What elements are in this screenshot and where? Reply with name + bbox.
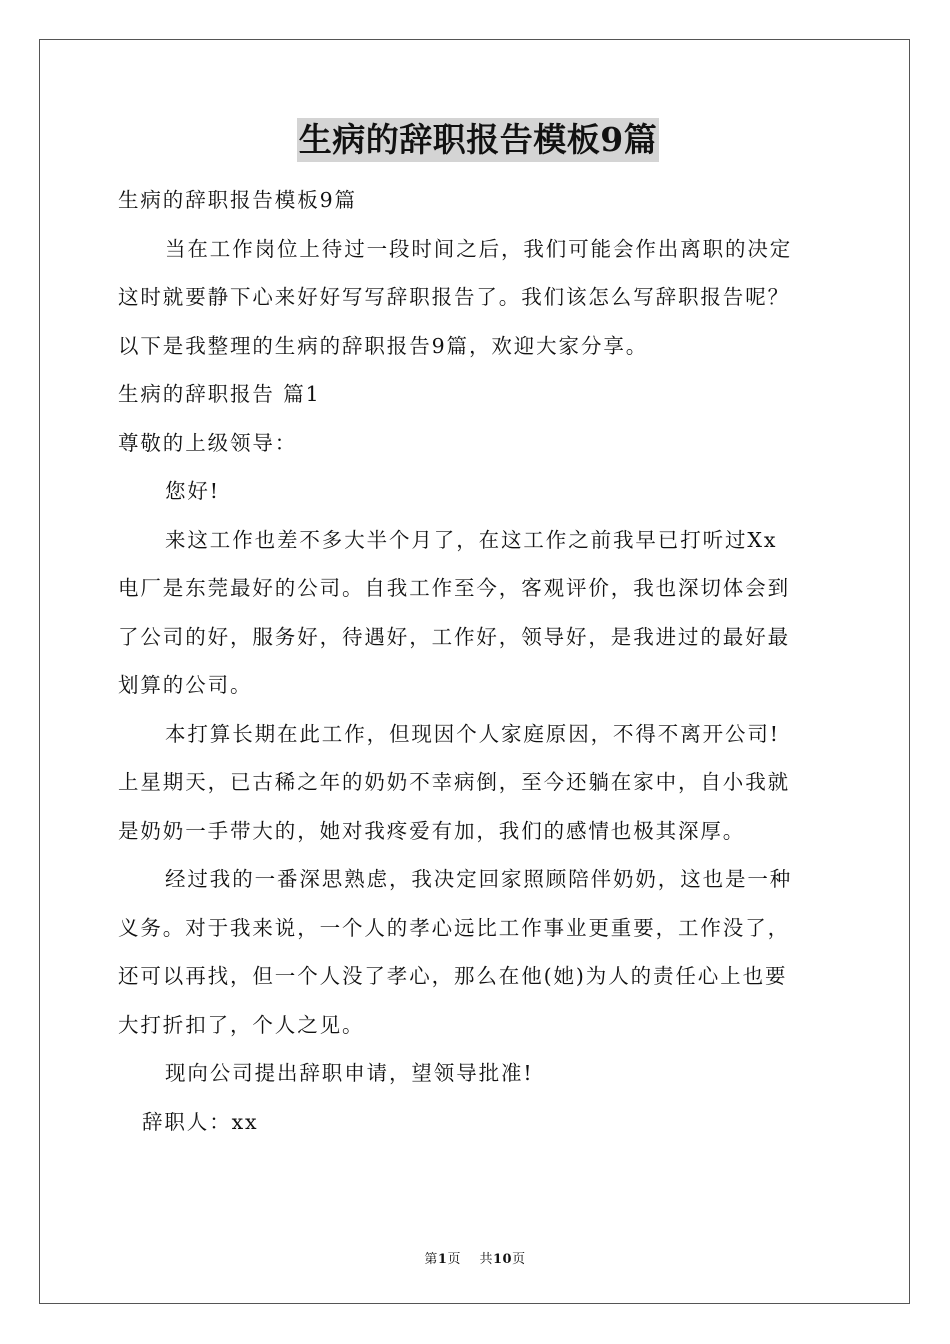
total-pages: 10 [493,1252,513,1267]
total-suffix: 页 [512,1252,526,1267]
text-line: 经过我的一番深思熟虑，我决定回家照顾陪伴奶奶，这也是一种 [165,867,793,891]
page-number: 1 [437,1252,448,1267]
text-line: 上星期天，已古稀之年的奶奶不幸病倒，至今还躺在家中，自小我就 [118,770,790,794]
text-line: 还可以再找，但一个人没了孝心，那么在他(她)为人的责任心上也要 [118,964,788,988]
text-line: 生病的辞职报告模板9篇 [118,188,357,212]
total-prefix: 共 [479,1252,493,1267]
text-line: 划算的公司。 [118,673,253,697]
text-line: 现向公司提出辞职申请，望领导批准! [165,1061,534,1085]
text-line: 以下是我整理的生病的辞职报告9篇，欢迎大家分享。 [118,333,649,358]
text-line: 当在工作岗位上待过一段时间之后，我们可能会作出离职的决定 [165,236,793,261]
text-line: 辞职人：xx [142,1109,259,1134]
text-line: 电厂是东莞最好的公司。自我工作至今，客观评价，我也深切体会到 [118,576,790,600]
text-line: 本打算长期在此工作，但现因个人家庭原因，不得不离开公司! [165,721,780,746]
text-line: 是奶奶一手带大的，她对我疼爱有加，我们的感情也极其深厚。 [118,818,746,843]
text-line: 您好! [165,479,220,503]
paragraph-list [118,176,838,1146]
page-suffix: 页 [447,1252,461,1267]
text-line: 尊敬的上级领导： [118,430,298,455]
text-line: 来这工作也差不多大半个月了，在这工作之前我早已打听过Xx [165,527,778,552]
text-line: 生病的辞职报告 篇1 [118,382,321,406]
text-line: 了公司的好，服务好，待遇好，工作好，领导好，是我进过的最好最 [118,624,790,649]
page-footer [0,1248,950,1267]
text-line: 大打折扣了，个人之见。 [118,1012,365,1037]
document-body [118,118,838,1146]
text-line: 这时就要静下心来好好写写辞职报告了。我们该怎么写辞职报告呢？ [118,285,790,309]
page-prefix: 第 [424,1252,438,1267]
text-line: 义务。对于我来说，一个人的孝心远比工作事业更重要，工作没了， [118,915,790,940]
title-wrapper [118,118,838,174]
document-title: 生病的辞职报告模板9篇 [297,118,659,162]
